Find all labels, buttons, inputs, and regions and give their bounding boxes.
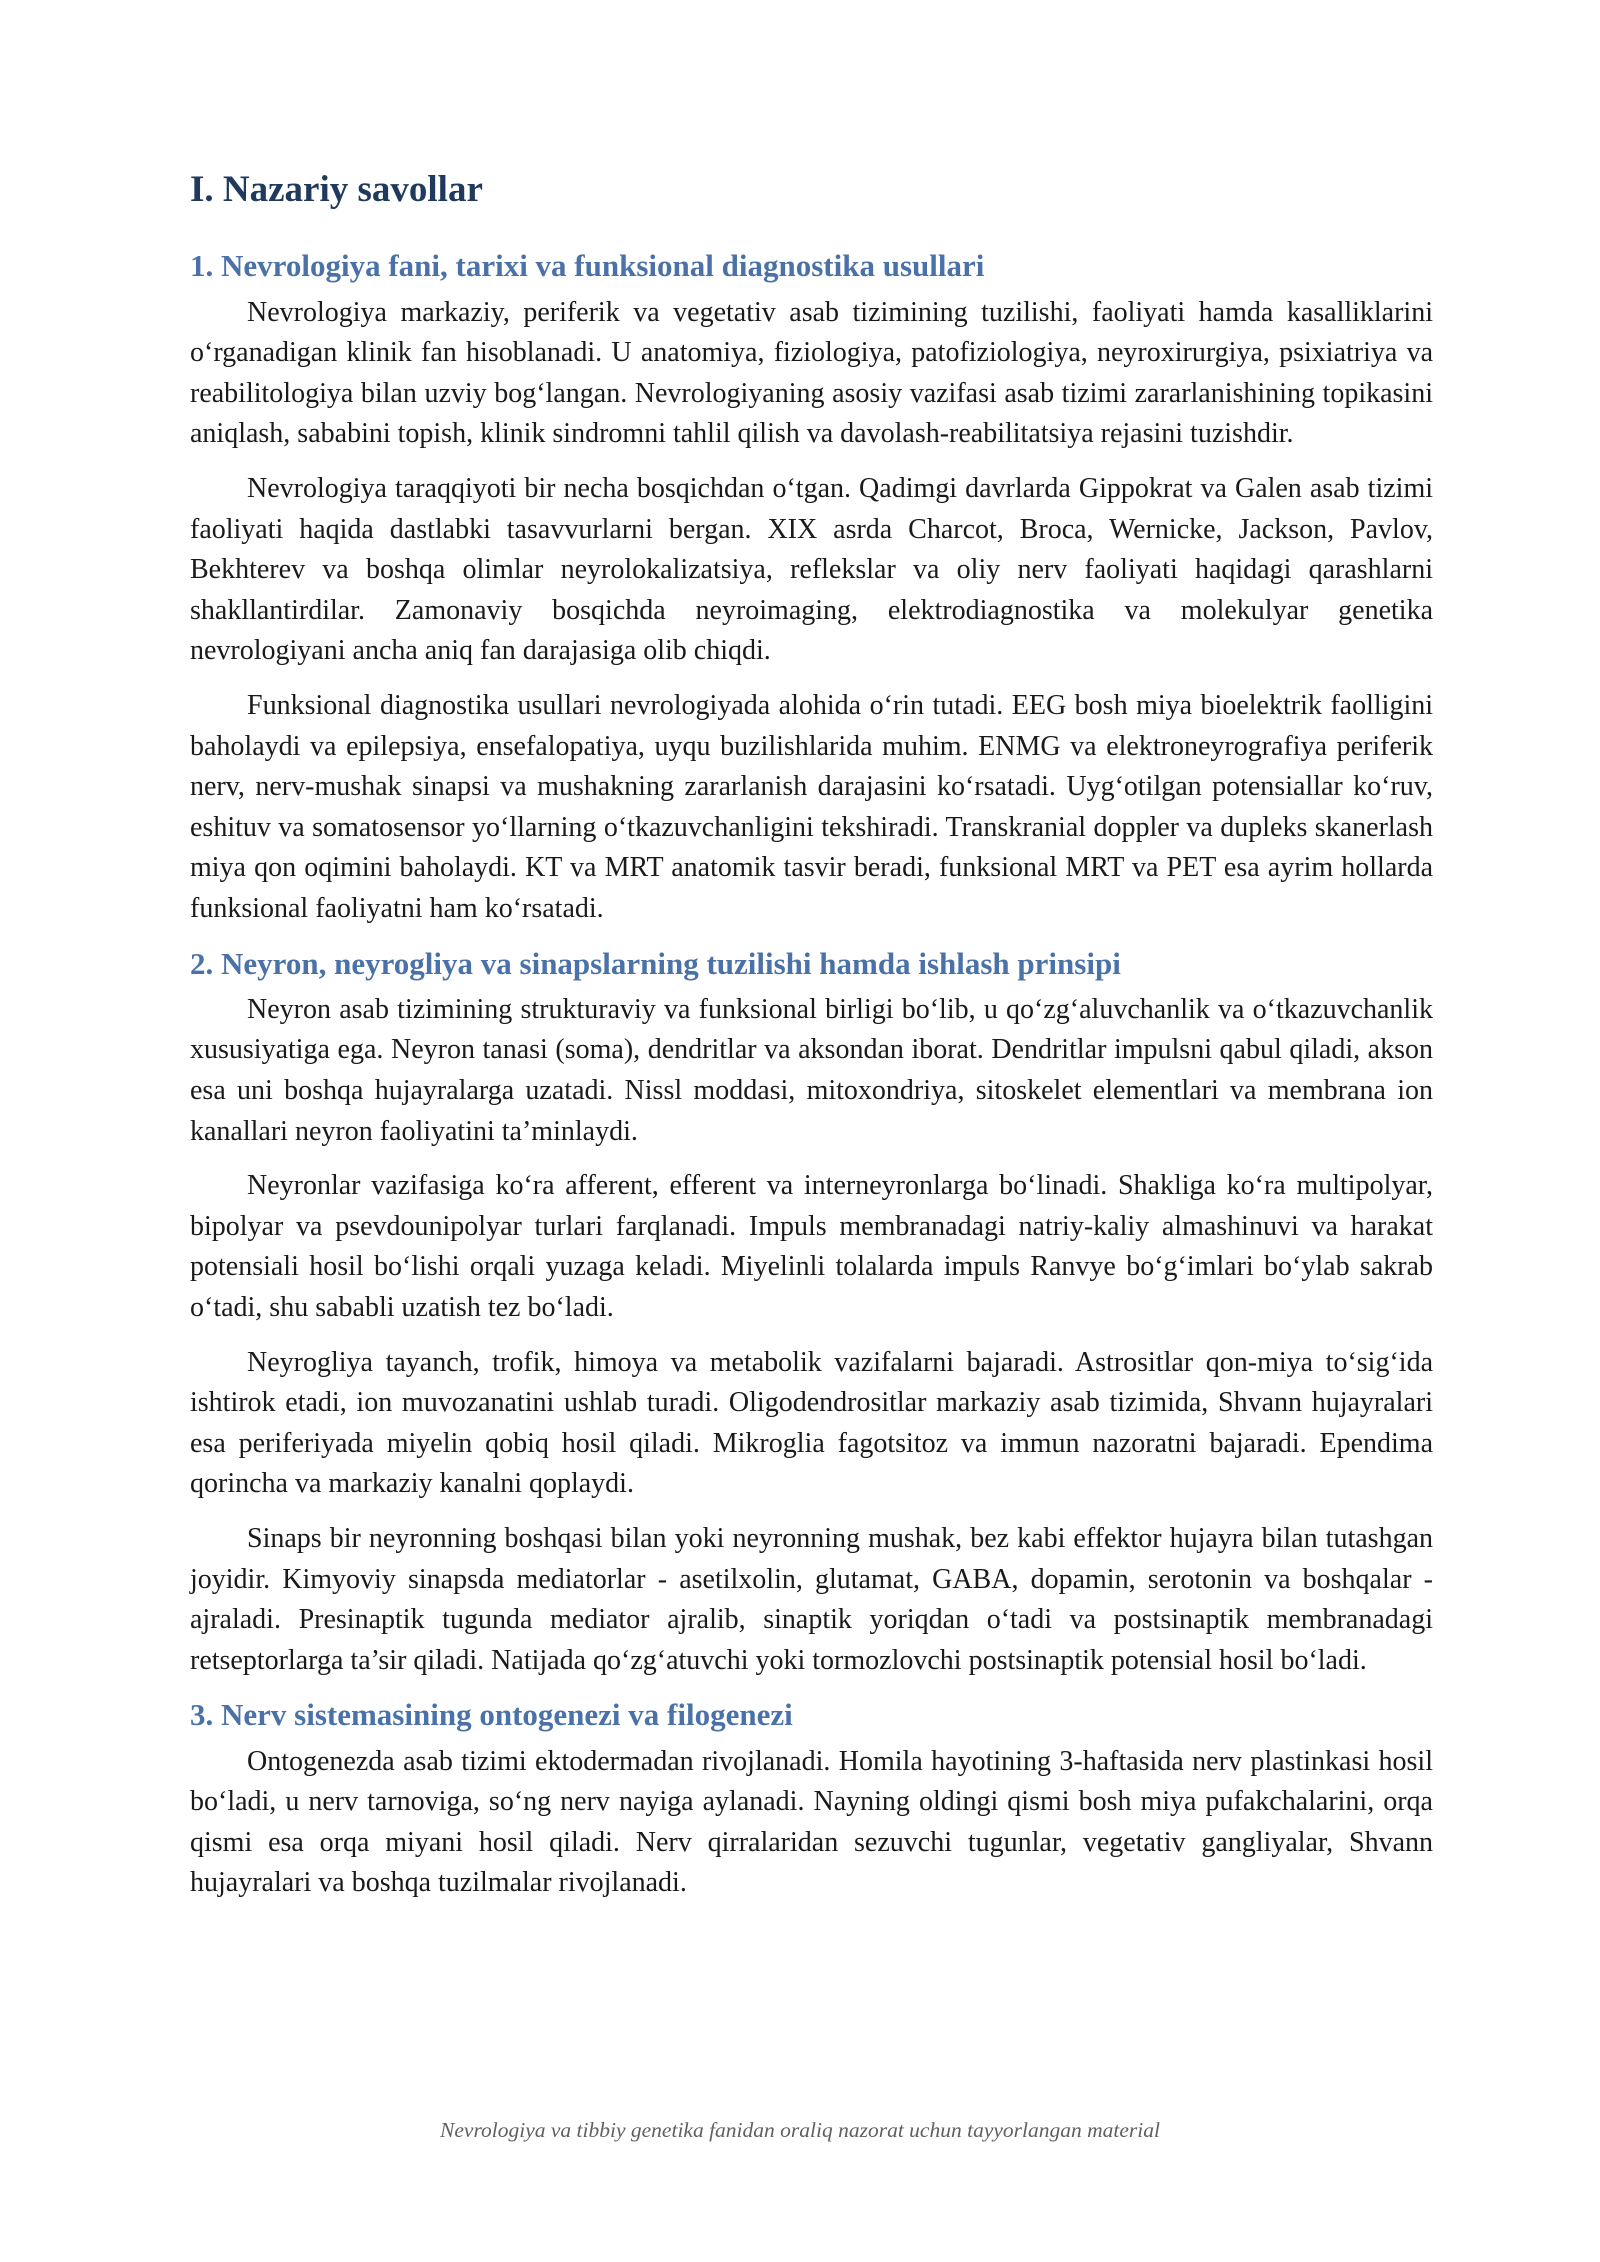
paragraph: Nevrologiya markaziy, periferik va vegetativ asab tizimining tuzilishi, faoliyati hamda kasalliklarini o‘rganadigan klinik fan hisoblanadi. U anatomiya, fiziologiya, patofiziologiya, neyroxirurgiya, psixiatriya va reabilitologiya bilan uzviy bog‘langan. Nevrologiyaning asosiy vazifasi asab tizimi zararlanishining topikasini aniqlash, sababini topish, klinik sindromni tahlil qilish va davolash-reabilitatsiya rejasini tuzishdir. [190,296,1433,450]
section-heading: 2. Neyron, neyrogliya va sinapslarning tuzilishi hamda ishlash prinsipi [190,945,1121,981]
section-2 [190,944,1433,1682]
paragraph: Neyron asab tizimining strukturaviy va funksional birligi bo‘lib, u qo‘zg‘aluvchanlik va o‘tkazuvchanlik xususiyatiga ega. Neyron tanasi (soma), dendritlar va aksondan iborat. Dendritlar impulsni qabul qiladi, akson esa uni boshqa hujayralarga uzatadi. Nissl moddasi, mitoxondriya, sitoskelet elementlari va membrana ion kanallari neyron faoliyatini ta’minlaydi. [190,993,1433,1147]
paragraph: Neyrogliya tayanch, trofik, himoya va metabolik vazifalarni bajaradi. Astrositlar qon-miya to‘sig‘ida ishtirok etadi, ion muvozanatini ushlab turadi. Oligodendrositlar markaziy asab tizimida, Shvann hujayralari esa periferiyada miyelin qobiq hosil qiladi. Mikroglia fagotsitoz va immun nazoratni bajaradi. Ependima qorincha va markaziy kanalni qoplaydi. [190,1346,1433,1500]
paragraph: Ontogenezda asab tizimi ektodermadan rivojlanadi. Homila hayotining 3-haftasida nerv plastinkasi hosil bo‘ladi, u nerv tarnoviga, so‘ng nerv nayiga aylanadi. Nayning oldingi qismi bosh miya pufakchalarini, orqa qismi esa orqa miyani hosil qiladi. Nerv qirralaridan sezuvchi tugunlar, vegetativ gangliyalar, Shvann hujayralari va boshqa tuzilmalar rivojlanadi. [190,1745,1433,1899]
section-heading: 3. Nerv sistemasining ontogenezi va filogenezi [190,1697,793,1733]
section-heading: 1. Nevrologiya fani, tarixi va funksional diagnostika usullari [190,248,985,284]
page-title: I. Nazariy savollar [190,169,483,210]
paragraph: Neyronlar vazifasiga ko‘ra afferent, efferent va interneyronlarga bo‘linadi. Shakliga ko‘ra multipolyar, bipolyar va psevdounipolyar turlari farqlanadi. Impuls membranadagi natriy-kaliy almashinuvi va harakat potensiali hosil bo‘lishi orqali yuzaga keladi. Miyelinli tolalarda impuls Ranvye bo‘g‘imlari bo‘ylab sakrab o‘tadi, shu sababli uzatish tez bo‘ladi. [190,1170,1433,1324]
section-3 [190,1695,1433,1904]
page-footer: Nevrologiya va tibbiy genetika fanidan oraliq nazorat uchun tayyorlangan material [440,2118,1160,2142]
section-1 [190,246,1433,929]
paragraph: Funksional diagnostika usullari nevrologiyada alohida o‘rin tutadi. EEG bosh miya bioelektrik faolligini baholaydi va epilepsiya, ensefalopatiya, uyqu buzilishlarida muhim. ENMG va elektroneyrografiya periferik nerv, nerv-mushak sinapsi va mushakning zararlanish darajasini ko‘rsatadi. Uyg‘otilgan potensiallar ko‘ruv, eshituv va somatosensor yo‘llarning o‘tkazuvchanligini tekshiradi. Transkranial doppler va dupleks skanerlash miya qon oqimini baholaydi. KT va MRT anatomik tasvir beradi, funksional MRT va PET esa ayrim hollarda funksional faoliyatni ham ko‘rsatadi. [190,690,1433,924]
document-page [190,150,1433,1918]
paragraph: Nevrologiya taraqqiyoti bir necha bosqichdan o‘tgan. Qadimgi davrlarda Gippokrat va Galen asab tizimi faoliyati haqida dastlabki tasavvurlarni bergan. XIX asrda Charcot, Broca, Wernicke, Jackson, Pavlov, Bekhterev va boshqa olimlar neyrolokalizatsiya, reflekslar va oliy nerv faoliyati haqidagi qarashlarni shakllantirdilar. Zamonaviy bosqichda neyroimaging, elektrodiagnostika va molekulyar genetika nevrologiyani ancha aniq fan darajasiga olib chiqdi. [190,473,1433,667]
paragraph: Sinaps bir neyronning boshqasi bilan yoki neyronning mushak, bez kabi effektor hujayra bilan tutashgan joyidir. Kimyoviy sinapsda mediatorlar - asetilxolin, glutamat, GABA, dopamin, serotonin va boshqalar - ajraladi. Presinaptik tugunda mediator ajralib, sinaptik yoriqdan o‘tadi va postsinaptik membranadagi retseptorlarga ta’sir qiladi. Natijada qo‘zg‘atuvchi yoki tormozlovchi postsinaptik potensial hosil bo‘ladi. [190,1523,1433,1676]
